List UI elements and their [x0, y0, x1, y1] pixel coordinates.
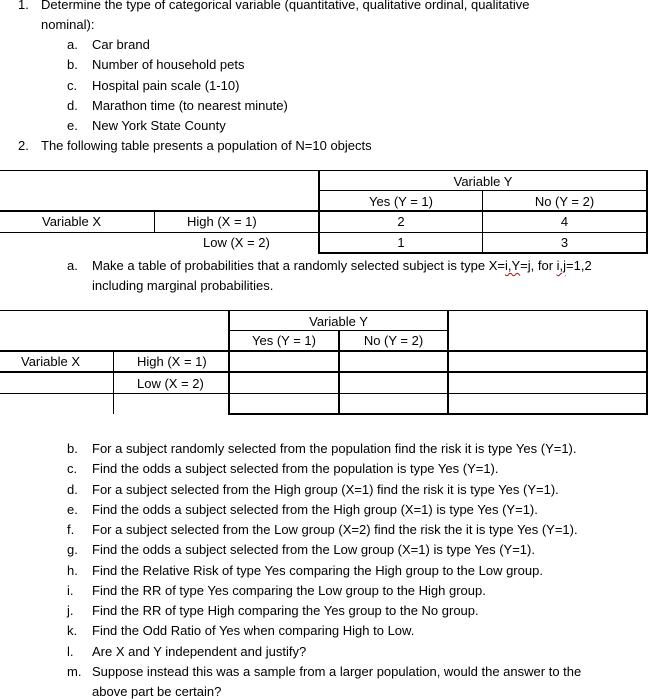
question-1-text-line2: nominal):: [41, 17, 95, 32]
table-border: [447, 310, 449, 415]
q1-item-text: New York State County: [92, 118, 226, 133]
q2-item-letter: b.: [67, 441, 78, 456]
yes-header: Yes (Y = 1): [369, 194, 433, 209]
table-border: [318, 252, 648, 254]
cell-high-no: 4: [560, 214, 569, 229]
table-border: [154, 210, 155, 233]
q2-item-letter: i.: [67, 583, 74, 598]
table-border: [646, 310, 648, 415]
q1-item-text: Car brand: [92, 37, 150, 52]
q2-item-text: Find the odds a subject selected from the population is type Yes (Y=1).: [92, 461, 499, 476]
q2-item-letter: l.: [67, 644, 74, 659]
table-border: [646, 170, 648, 254]
question-1-number: 1.: [18, 0, 29, 12]
q1-item-letter: d.: [67, 98, 78, 113]
q2a-letter: a.: [67, 258, 78, 273]
q2-item-text: Find the odds a subject selected from the High group (X=1) is type Yes (Y=1).: [92, 502, 538, 517]
cell-low-yes: 1: [397, 235, 405, 250]
variable-y-header: Variable Y: [453, 174, 513, 189]
q2-item-text: Find the RR of type High comparing the Yes group to the No group.: [92, 603, 479, 618]
question-2-number: 2.: [18, 138, 29, 153]
q2a-text-part: i,j: [556, 258, 567, 273]
no-header: No (Y = 2): [534, 194, 595, 209]
variable-x-label: Variable X: [21, 354, 81, 369]
q2-item-letter: g.: [67, 542, 78, 557]
q2-item-text: For a subject selected from the Low group (X=2) find the risk the it is type Yes (Y=1).: [92, 522, 578, 537]
q1-item-text: Marathon time (to nearest minute): [92, 98, 288, 113]
q2-item-text: Are X and Y independent and justify?: [92, 644, 307, 659]
q1-item-text: Number of household pets: [92, 57, 245, 72]
cell-high-yes: 2: [397, 214, 405, 229]
q2-item-letter: k.: [67, 623, 78, 638]
low-row-label: Low (X = 2): [203, 235, 270, 250]
q2-item-text: For a subject randomly selected from the population find the risk it is type Yes (Y=1).: [92, 441, 577, 456]
q1-item-letter: c.: [67, 78, 78, 93]
q2-item-text: Find the odds a subject selected from the Low group (X=1) is type Yes (Y=1).: [92, 542, 535, 557]
table-border: [0, 350, 648, 352]
q2a-text-line2: including marginal probabilities.: [92, 278, 274, 293]
q2-item-text-continued: above part be certain?: [92, 684, 222, 699]
table-border: [113, 350, 114, 414]
q1-item-letter: a.: [67, 37, 78, 52]
high-row-label: High (X = 1): [137, 354, 207, 369]
q2-item-letter: e.: [67, 502, 78, 517]
q2a-text-part: =j, for: [520, 258, 557, 273]
q1-item-letter: e.: [67, 118, 78, 133]
q2-item-letter: c.: [67, 461, 78, 476]
variable-x-label: Variable X: [42, 214, 102, 229]
table-border: [318, 190, 648, 191]
table-border: [228, 413, 648, 415]
q2a-text-part: Make a table of probabilities that a randomly selected subject is type X=: [92, 258, 505, 273]
low-row-label: Low (X = 2): [137, 376, 204, 391]
table-border: [0, 310, 648, 311]
table-border: [0, 210, 648, 212]
q2a-text-part: =1,2: [566, 258, 592, 273]
q1-item-letter: b.: [67, 57, 78, 72]
question-2-text: The following table presents a population of N=10 objects: [41, 138, 372, 153]
q2-item-text: Find the Relative Risk of type Yes comparing the High group to the Low group.: [92, 563, 543, 578]
q2-item-letter: h.: [67, 563, 78, 578]
q2-item-text: Find the RR of type Yes comparing the Low group to the High group.: [92, 583, 486, 598]
q2-item-letter: f.: [67, 522, 75, 537]
q2-item-text: Suppose instead this was a sample from a larger population, would the answer to the: [92, 664, 582, 679]
q2a-text-line1: [92, 259, 592, 272]
table-border: [0, 371, 648, 373]
yes-header: Yes (Y = 1): [252, 333, 316, 348]
q2a-text-part: i,Y: [504, 258, 521, 273]
q1-item-text: Hospital pain scale (1-10): [92, 78, 240, 93]
variable-y-header: Variable Y: [309, 314, 368, 329]
table-border: [0, 170, 648, 171]
table-border: [0, 393, 648, 394]
question-1-text-line1: Determine the type of categorical variable (quantitative, qualitative ordinal, qualitative: [41, 0, 530, 12]
q2-item-text: For a subject selected from the High group (X=1) find the risk it is type Yes (Y=1).: [92, 482, 559, 497]
table-border: [0, 232, 648, 233]
q2-item-text: Find the Odd Ratio of Yes when comparing High to Low.: [92, 623, 415, 638]
q2-item-letter: m.: [67, 664, 82, 679]
cell-low-no: 3: [560, 235, 569, 250]
no-header: No (Y = 2): [363, 333, 424, 348]
high-row-label: High (X = 1): [187, 214, 257, 229]
q2-item-letter: d.: [67, 482, 78, 497]
q2-item-letter: j.: [67, 603, 74, 618]
